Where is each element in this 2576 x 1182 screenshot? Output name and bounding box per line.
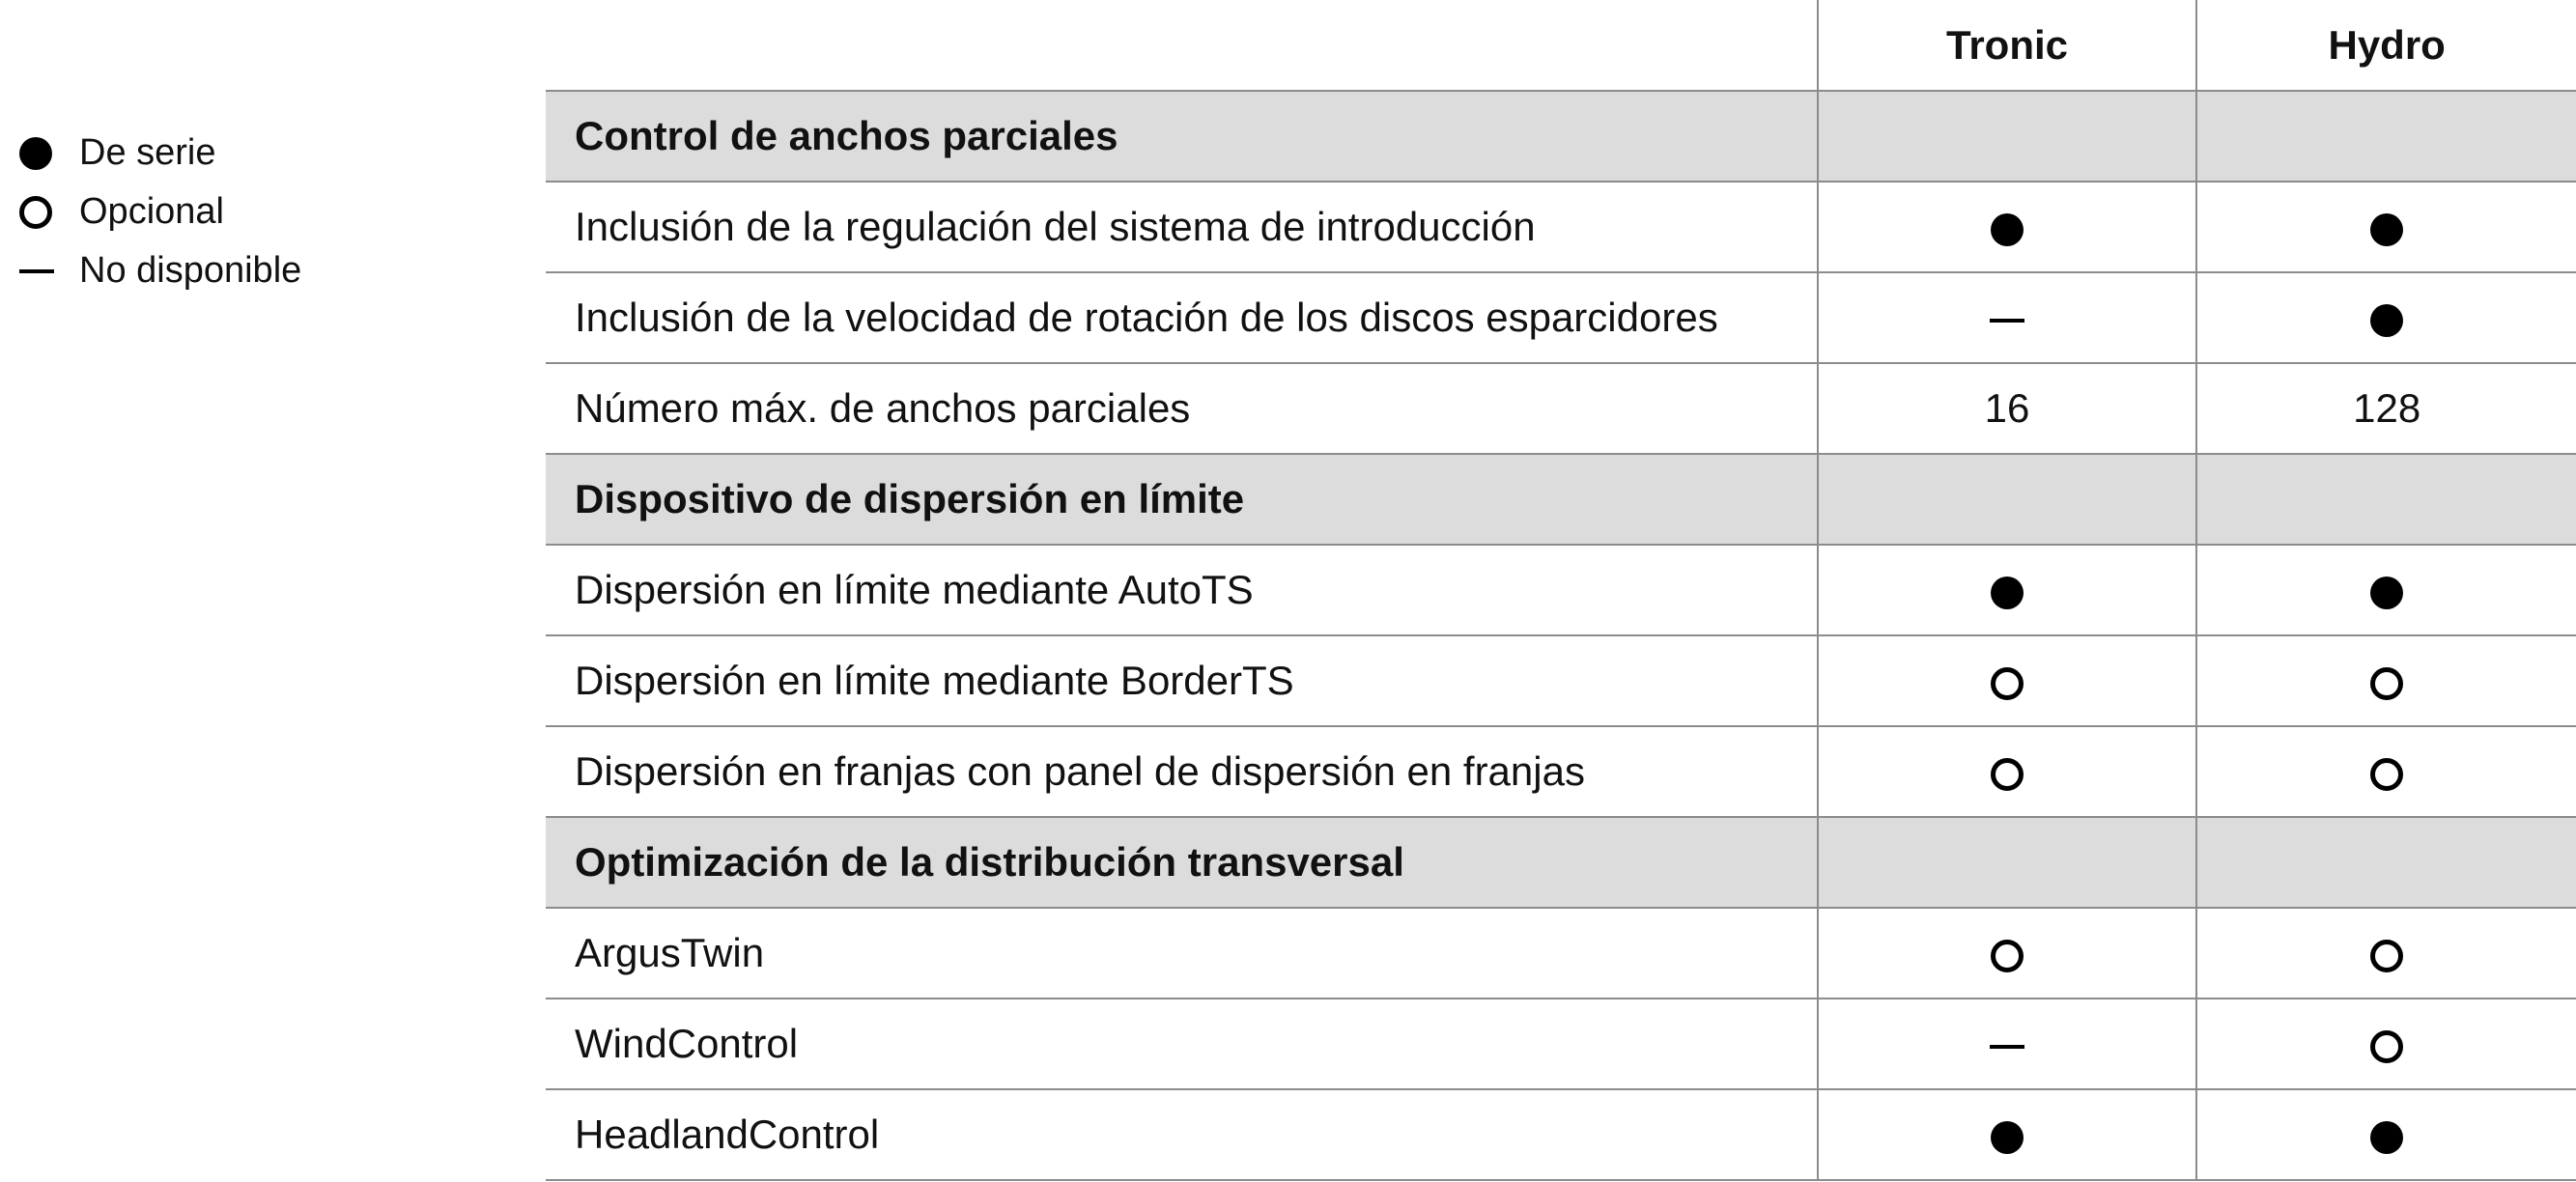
section-title: Control de anchos parciales: [546, 91, 1818, 182]
value-cell: [2196, 999, 2576, 1089]
row-label: ArgusTwin: [546, 908, 1818, 999]
legend-item-standard: [19, 124, 301, 183]
table-row: [546, 908, 2576, 999]
section-row: [546, 817, 2576, 908]
section-row: [546, 91, 2576, 182]
legend-item-unavailable: [19, 241, 301, 300]
row-label: WindControl: [546, 999, 1818, 1089]
empty-circle-icon: [1991, 758, 2024, 791]
spec-table: [546, 0, 2576, 1181]
empty-circle-icon: [2370, 667, 2403, 700]
filled-circle-icon: [19, 137, 52, 170]
value-cell: [1818, 272, 2197, 363]
value-cell: 128: [2196, 363, 2576, 454]
filled-circle-icon: [1991, 577, 2024, 609]
section-title: Dispositivo de dispersión en límite: [546, 454, 1818, 545]
section-title: Optimización de la distribución transversal: [546, 817, 1818, 908]
filled-circle-icon: [1991, 213, 2024, 246]
filled-circle-icon: [2370, 577, 2403, 609]
dash-icon: [1990, 319, 2024, 323]
value-cell: [2196, 817, 2576, 908]
empty-circle-icon: [19, 196, 52, 229]
value-cell: [1818, 454, 2197, 545]
filled-circle-icon: [2370, 1121, 2403, 1154]
value-cell: [2196, 1089, 2576, 1180]
empty-circle-icon: [2370, 1030, 2403, 1063]
value-cell: [1818, 1089, 2197, 1180]
filled-circle-icon: [1991, 1121, 2024, 1154]
row-label: Inclusión de la regulación del sistema de introducción: [546, 182, 1818, 272]
value-cell: [1818, 635, 2197, 726]
value-cell: [2196, 272, 2576, 363]
legend: [19, 124, 301, 300]
value-cell: [1818, 999, 2197, 1089]
value-cell: [2196, 91, 2576, 182]
value-cell: [1818, 545, 2197, 635]
empty-circle-icon: [1991, 667, 2024, 700]
row-label: Número máx. de anchos parciales: [546, 363, 1818, 454]
value-cell: [2196, 635, 2576, 726]
table-body: [546, 91, 2576, 1180]
table-row: [546, 182, 2576, 272]
empty-circle-icon: [1991, 940, 2024, 972]
row-label: Inclusión de la velocidad de rotación de los discos esparcidores: [546, 272, 1818, 363]
table-row: [546, 545, 2576, 635]
row-label: Dispersión en límite mediante AutoTS: [546, 545, 1818, 635]
dash-icon: [1990, 1045, 2024, 1049]
value-cell: [1818, 817, 2197, 908]
table-row: [546, 999, 2576, 1089]
filled-circle-icon: [2370, 304, 2403, 337]
table-row: [546, 272, 2576, 363]
empty-circle-icon: [2370, 940, 2403, 972]
table-row: [546, 726, 2576, 817]
value-cell: [1818, 182, 2197, 272]
header-row: [546, 0, 2576, 91]
column-header-hydro: Hydro: [2196, 0, 2576, 91]
value-cell: [2196, 908, 2576, 999]
legend-item-optional: [19, 183, 301, 241]
header-corner: [546, 0, 1818, 91]
value-cell: [2196, 182, 2576, 272]
legend-label: Opcional: [79, 191, 224, 232]
value-cell: 16: [1818, 363, 2197, 454]
table-row: [546, 635, 2576, 726]
row-label: Dispersión en franjas con panel de dispersión en franjas: [546, 726, 1818, 817]
table-row: [546, 363, 2576, 454]
legend-label: No disponible: [79, 250, 302, 291]
value-cell: [2196, 726, 2576, 817]
value-cell: [1818, 91, 2197, 182]
row-label: Dispersión en límite mediante BorderTS: [546, 635, 1818, 726]
value-cell: [2196, 545, 2576, 635]
legend-label: De serie: [79, 132, 216, 173]
column-header-tronic: Tronic: [1818, 0, 2197, 91]
empty-circle-icon: [2370, 758, 2403, 791]
row-label: HeadlandControl: [546, 1089, 1818, 1180]
value-cell: [1818, 908, 2197, 999]
section-row: [546, 454, 2576, 545]
dash-icon: [19, 269, 54, 273]
value-cell: [1818, 726, 2197, 817]
filled-circle-icon: [2370, 213, 2403, 246]
table-row: [546, 1089, 2576, 1180]
value-cell: [2196, 454, 2576, 545]
